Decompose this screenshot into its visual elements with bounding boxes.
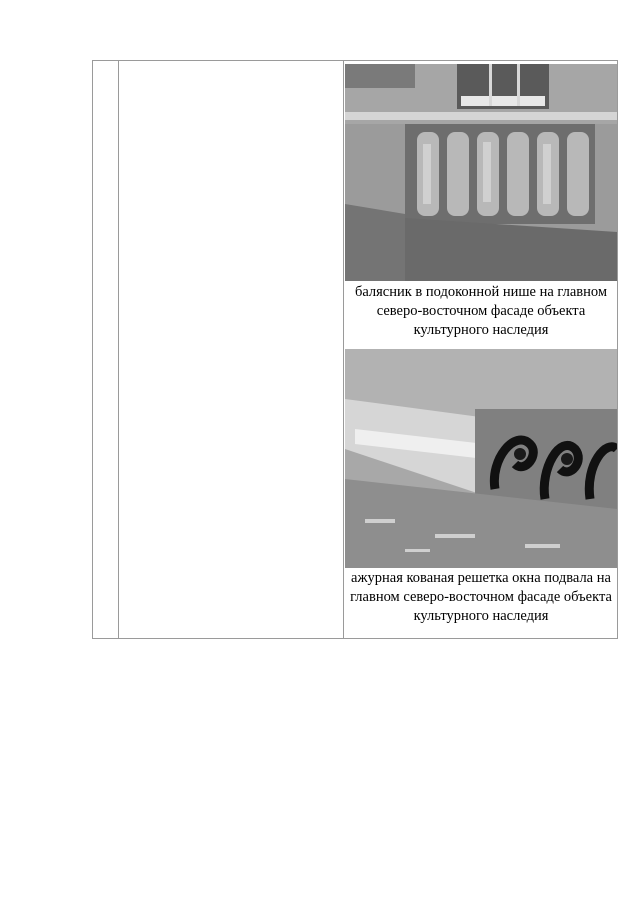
photo-balusters-window-niche (345, 64, 617, 281)
table-column-divider (118, 60, 119, 639)
photo-basement-window-grille (345, 349, 617, 568)
table-column-divider (343, 60, 344, 639)
photo-caption: ажурная кованая решетка окна подвала на главном северо-восточном фасаде объекта культурного наследия (350, 570, 612, 624)
photo-caption: балясник в подоконной нише на главном северо-восточном фасаде объекта культурного наследия (354, 284, 608, 338)
